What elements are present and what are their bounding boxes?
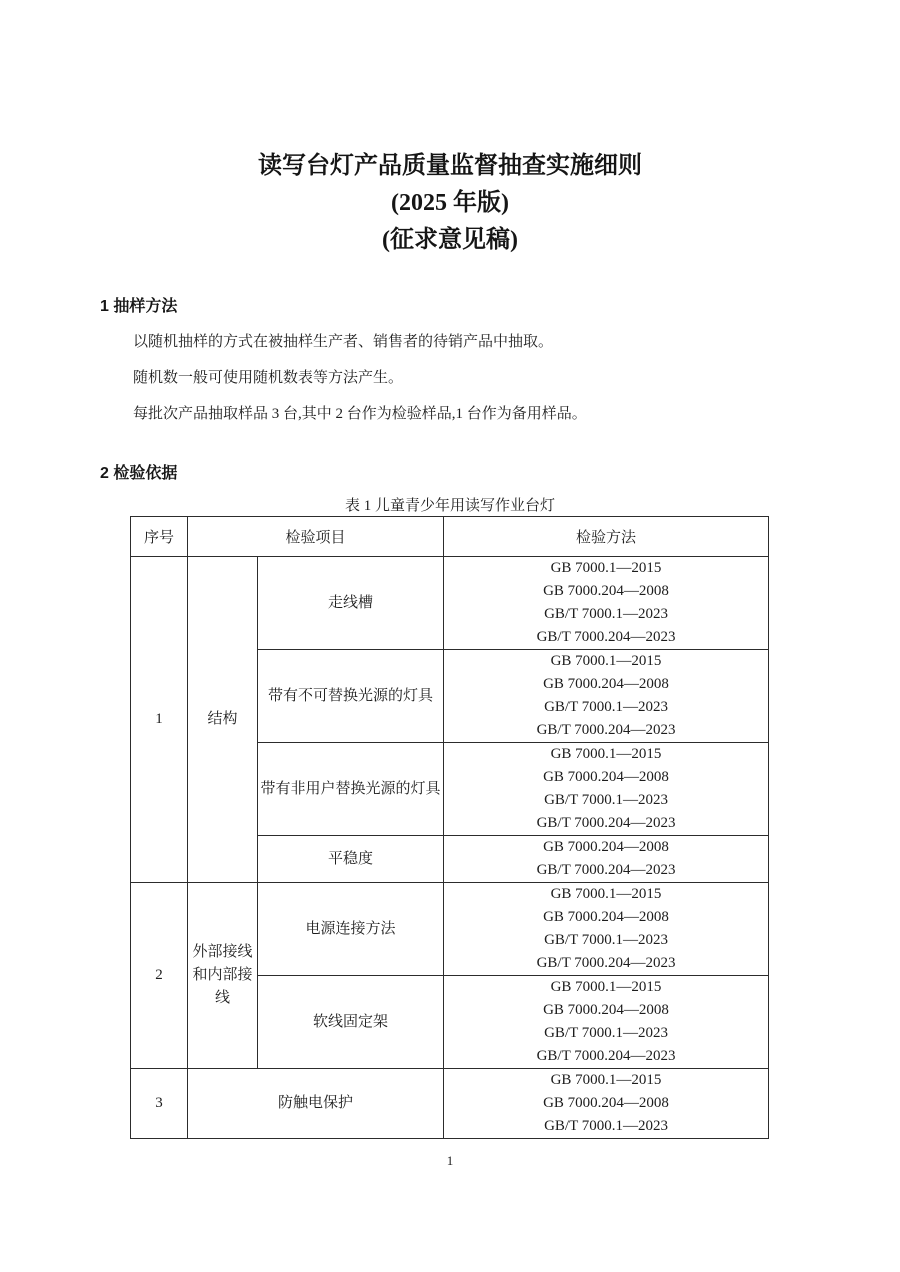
cell-item-name: 平稳度: [258, 836, 444, 883]
cell-methods: [444, 883, 769, 976]
section-1-heading: 1 抽样方法: [100, 298, 178, 315]
table-caption: 表 1 儿童青少年用读写作业台灯: [344, 498, 555, 514]
cell-item-name: 防触电保护: [188, 1069, 444, 1139]
document-title: 读写台灯产品质量监督抽查实施细则: [258, 153, 642, 179]
cell-methods: [444, 836, 769, 883]
method-standard: GB/T 7000.204—2023: [536, 722, 676, 738]
method-standard: GB/T 7000.1—2023: [544, 792, 668, 808]
method-standard: GB/T 7000.204—2023: [536, 1048, 676, 1064]
method-standard: GB/T 7000.1—2023: [544, 1118, 668, 1134]
page-number: 1: [446, 1153, 454, 1168]
document-title-block: [0, 0, 900, 259]
col-header-index: 序号: [131, 517, 188, 557]
method-standard: GB 7000.1—2015: [550, 653, 662, 669]
method-standard: GB 7000.1—2015: [550, 979, 662, 995]
cell-item-name: 带有非用户替换光源的灯具: [258, 743, 444, 836]
col-header-item: 检验项目: [188, 517, 444, 557]
inspection-methods-table: [130, 516, 769, 1139]
cell-methods: [444, 743, 769, 836]
col-header-method: 检验方法: [444, 517, 769, 557]
method-standard: GB/T 7000.204—2023: [536, 629, 676, 645]
table-row: [131, 1069, 769, 1139]
cell-item-name: 走线槽: [258, 557, 444, 650]
method-standard: GB 7000.1—2015: [550, 886, 662, 902]
method-standard: GB/T 7000.204—2023: [536, 815, 676, 831]
method-standard: GB 7000.204—2008: [543, 909, 669, 925]
cell-methods: [444, 650, 769, 743]
method-standard: GB 7000.204—2008: [543, 1002, 669, 1018]
cell-methods: [444, 976, 769, 1069]
method-standard: GB 7000.204—2008: [543, 769, 669, 785]
method-standard: GB/T 7000.1—2023: [544, 1025, 668, 1041]
method-standard: GB 7000.204—2008: [543, 583, 669, 599]
cell-group-1-category: 结构: [188, 557, 258, 883]
table-header-row: [131, 517, 769, 557]
cell-item-name: 电源连接方法: [258, 883, 444, 976]
cell-group-2-category: 外部接线和内部接线: [188, 883, 258, 1069]
method-standard: GB/T 7000.1—2023: [544, 699, 668, 715]
sampling-paragraph-2: 随机数一般可使用随机数表等方法产生。: [133, 370, 404, 386]
title-edition-line: (2025 年版): [391, 190, 509, 216]
method-standard: GB/T 7000.1—2023: [544, 932, 668, 948]
sampling-paragraph-1: 以随机抽样的方式在被抽样生产者、销售者的待销产品中抽取。: [133, 334, 554, 350]
table-row: [131, 557, 769, 650]
method-standard: GB 7000.204—2008: [543, 839, 669, 855]
method-standard: GB/T 7000.204—2023: [536, 862, 676, 878]
table-row: [131, 883, 769, 976]
sampling-paragraph-3: 每批次产品抽取样品 3 台,其中 2 台作为检验样品,1 台作为备用样品。: [133, 406, 587, 422]
cell-group-3-index: 3: [131, 1069, 188, 1139]
method-standard: GB 7000.204—2008: [543, 676, 669, 692]
title-draft-note-line: (征求意见稿): [382, 227, 518, 253]
cell-methods: [444, 557, 769, 650]
method-standard: GB/T 7000.204—2023: [536, 955, 676, 971]
method-standard: GB 7000.204—2008: [543, 1095, 669, 1111]
cell-item-name: 带有不可替换光源的灯具: [258, 650, 444, 743]
cell-group-1-index: 1: [131, 557, 188, 883]
method-standard: GB 7000.1—2015: [550, 746, 662, 762]
method-standard: GB 7000.1—2015: [550, 1072, 662, 1088]
method-standard: GB/T 7000.1—2023: [544, 606, 668, 622]
cell-group-2-index: 2: [131, 883, 188, 1069]
cell-methods: [444, 1069, 769, 1139]
cell-item-name: 软线固定架: [258, 976, 444, 1069]
section-2-heading: 2 检验依据: [100, 465, 178, 482]
method-standard: GB 7000.1—2015: [550, 560, 662, 576]
